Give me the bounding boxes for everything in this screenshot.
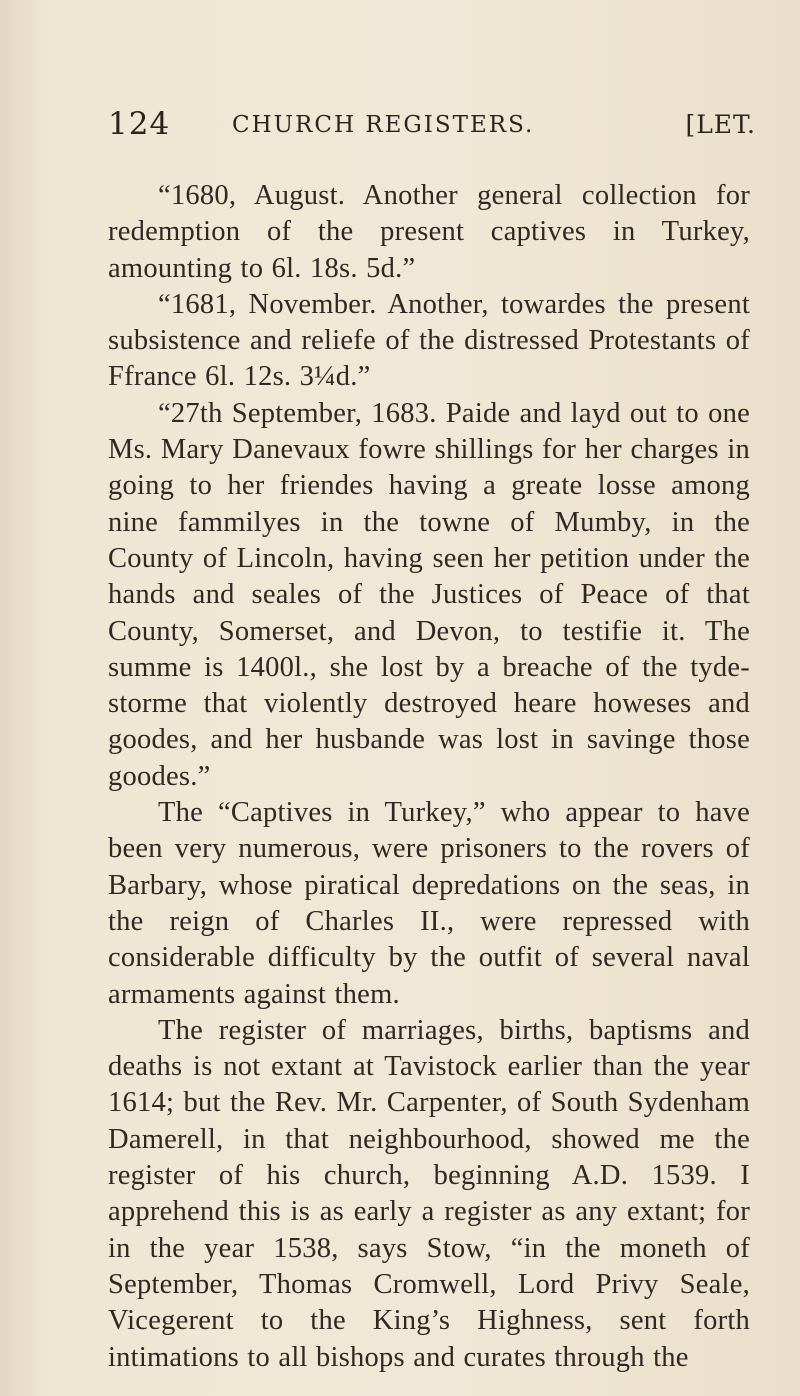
section-mark: [LET. — [685, 110, 756, 139]
page-body — [108, 178, 750, 1376]
running-title: CHURCH REGISTERS. — [232, 112, 535, 138]
paragraph-1680-entry: “1680, August. Another general collection for redemption of the present captives in Turkey, amounting to 6l. 18s. 5d.” — [108, 180, 750, 284]
paragraph-captives-note: The “Captives in Turkey,” who appear to have been very numerous, were prisoners to the rovers of Barbary, whose piratical depredations on the seas, in the reign of Charles II., were repressed with considerable difficulty by the outfit of several naval armaments against them. — [108, 797, 750, 1010]
paragraph-1683-entry: “27th September, 1683. Paide and layd out to one Ms. Mary Danevaux fowre shillings for her charges in going to her friendes having a greate losse among nine fammilyes in the towne of Mumby, in the County of Lincoln, having seen her petition under the hands and seales of the Justices of Peace of that County, Somerset, and Devon, to testifie it. The summe is 1400l., she lost by a breache of the tyde-storme that violently destroyed heare howeses and goodes, and her husbande was lost in savinge those goodes.” — [108, 397, 750, 792]
page-header — [108, 106, 756, 150]
paragraph-1681-entry: “1681, November. Another, towardes the present subsistence and reliefe of the distressed Protestants of Ffrance 6l. 12s. 3¼d.” — [108, 288, 750, 393]
page-number: 124 — [108, 106, 171, 142]
paragraph-register-history: The register of marriages, births, baptisms and deaths is not extant at Tavistock earlier than the year 1614; but the Rev. Mr. Carpenter, of South Sydenham Damerell, in that neighbourhood, showed me the register of his church, beginning A.D. 1539. I apprehend this is as early a register as any extant; for in the year 1538, says Stow, “in the moneth of September, Thomas Cromwell, Lord Privy Seale, Vicegerent to the King’s Highness, sent forth intimations to all bishops and curates through the — [108, 1014, 750, 1373]
